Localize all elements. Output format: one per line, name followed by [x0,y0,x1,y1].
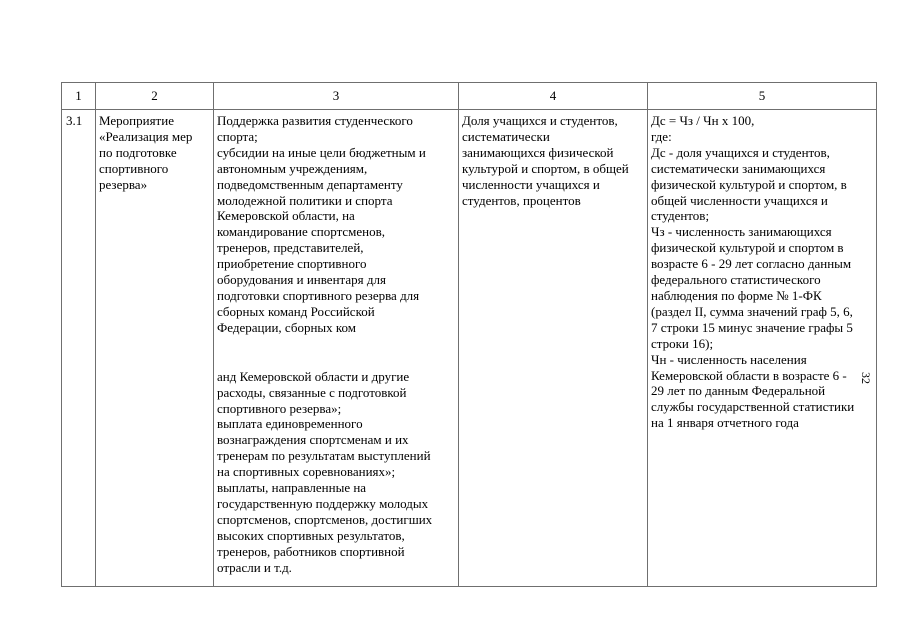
support-line: оборудования и инвентаря для [217,272,386,288]
event-line: спортивного [99,160,169,176]
header-cell-1: 1 [62,83,96,110]
support-line: выплаты, направленные на [217,480,367,496]
support-line: Кемеровской области, на [217,208,355,224]
row-number: 3.1 [66,113,83,128]
formula-cell [648,110,877,587]
event-text [96,110,213,193]
indicator-line: занимающихся физической [462,144,614,160]
indicator-line: Доля учащихся и студентов, [462,113,618,128]
support-line: тренеров, представителей, [217,240,364,256]
formula-line: Чн - численность населения [651,351,807,367]
support-line: подготовки спортивного резерва для [217,287,420,303]
header-cell-2: 2 [96,83,214,110]
indicator-line: численности учащихся и [462,176,600,192]
event-line: Мероприятие [99,113,174,128]
support-line: отрасли и т.д. [217,559,292,575]
support-line: на спортивных соревнованиях»; [217,464,396,480]
formula-line: общей численности учащихся и [651,192,828,208]
support-line: Федерации, сборных ком [217,319,357,335]
header-row [62,83,877,110]
text-gap [217,336,455,369]
support-line: тренерам по результатам выступлений [217,448,431,464]
support-line: спортсменов, спортсменов, достигших [217,511,433,527]
support-line: спорта; [217,128,258,144]
support-line: вознаграждения спортсменам и их [217,432,409,448]
indicator-cell [459,110,648,587]
formula-line: Дс - доля учащихся и студентов, [651,144,830,160]
header-cell-5: 5 [648,83,877,110]
support-line: подведомственным департаменту [217,176,403,192]
row-number-cell [62,110,96,587]
page-number: 32 [859,372,873,384]
formula-line: физической культурой и спортом в [651,240,844,256]
event-line: «Реализация мер [99,128,193,144]
formula-line: на 1 января отчетного года [651,415,799,431]
support-cell [214,110,459,587]
support-line: командирование спортсменов, [217,224,386,240]
formula-text [648,110,876,431]
formula-line: Кемеровской области в возрасте 6 - [651,367,847,383]
formula-line: (раздел II, сумма значений граф 5, 6, [651,303,853,319]
formula-line: студентов; [651,208,710,224]
support-line: анд Кемеровской области и другие [217,368,410,384]
formula-line: службы государственной статистики [651,399,855,415]
event-line: резерва» [99,176,148,192]
event-line: по подготовке [99,144,177,160]
formula-line: возрасте 6 - 29 лет согласно данным [651,256,852,272]
support-line: молодежной политики и спорта [217,192,393,208]
event-cell [96,110,214,587]
indicator-text [459,110,647,208]
indicator-line: систематически [462,128,550,144]
indicator-line: культурой и спортом, в общей [462,160,629,176]
support-line: приобретение спортивного [217,256,367,272]
support-line: субсидии на иные цели бюджетным и [217,144,426,160]
header-cell-3: 3 [214,83,459,110]
table-row [62,110,877,587]
support-text-part-1 [217,113,455,336]
formula-line: федерального статистического [651,272,821,288]
support-line: расходы, связанные с подготовкой [217,384,407,400]
document-table [61,82,877,587]
formula-line: строки 16); [651,335,714,351]
indicator-line: студентов, процентов [462,192,581,208]
support-line: сборных команд Российской [217,303,375,319]
header-cell-4: 4 [459,83,648,110]
formula-line: физической культурой и спортом, в [651,176,847,192]
formula-line: где: [651,128,672,144]
formula-line: систематически занимающихся [651,160,826,176]
formula-line: Чз - численность занимающихся [651,224,832,240]
formula-line: 29 лет по данным Федеральной [651,383,826,399]
support-line: государственную поддержку молодых [217,495,429,511]
support-line: тренеров, работников спортивной [217,543,405,559]
formula-line: 7 строки 15 минус значение графы 5 [651,319,853,335]
support-line: выплата единовременного [217,416,363,432]
formula-line: наблюдения по форме № 1-ФК [651,287,822,303]
support-line: Поддержка развития студенческого [217,113,413,128]
support-line: спортивного резерва»; [217,400,342,416]
support-line: автономным учреждениям, [217,160,368,176]
support-line: высоких спортивных результатов, [217,527,405,543]
support-text-part-2 [217,369,455,576]
formula-line: Дс = Чз / Чн х 100, [651,113,755,128]
